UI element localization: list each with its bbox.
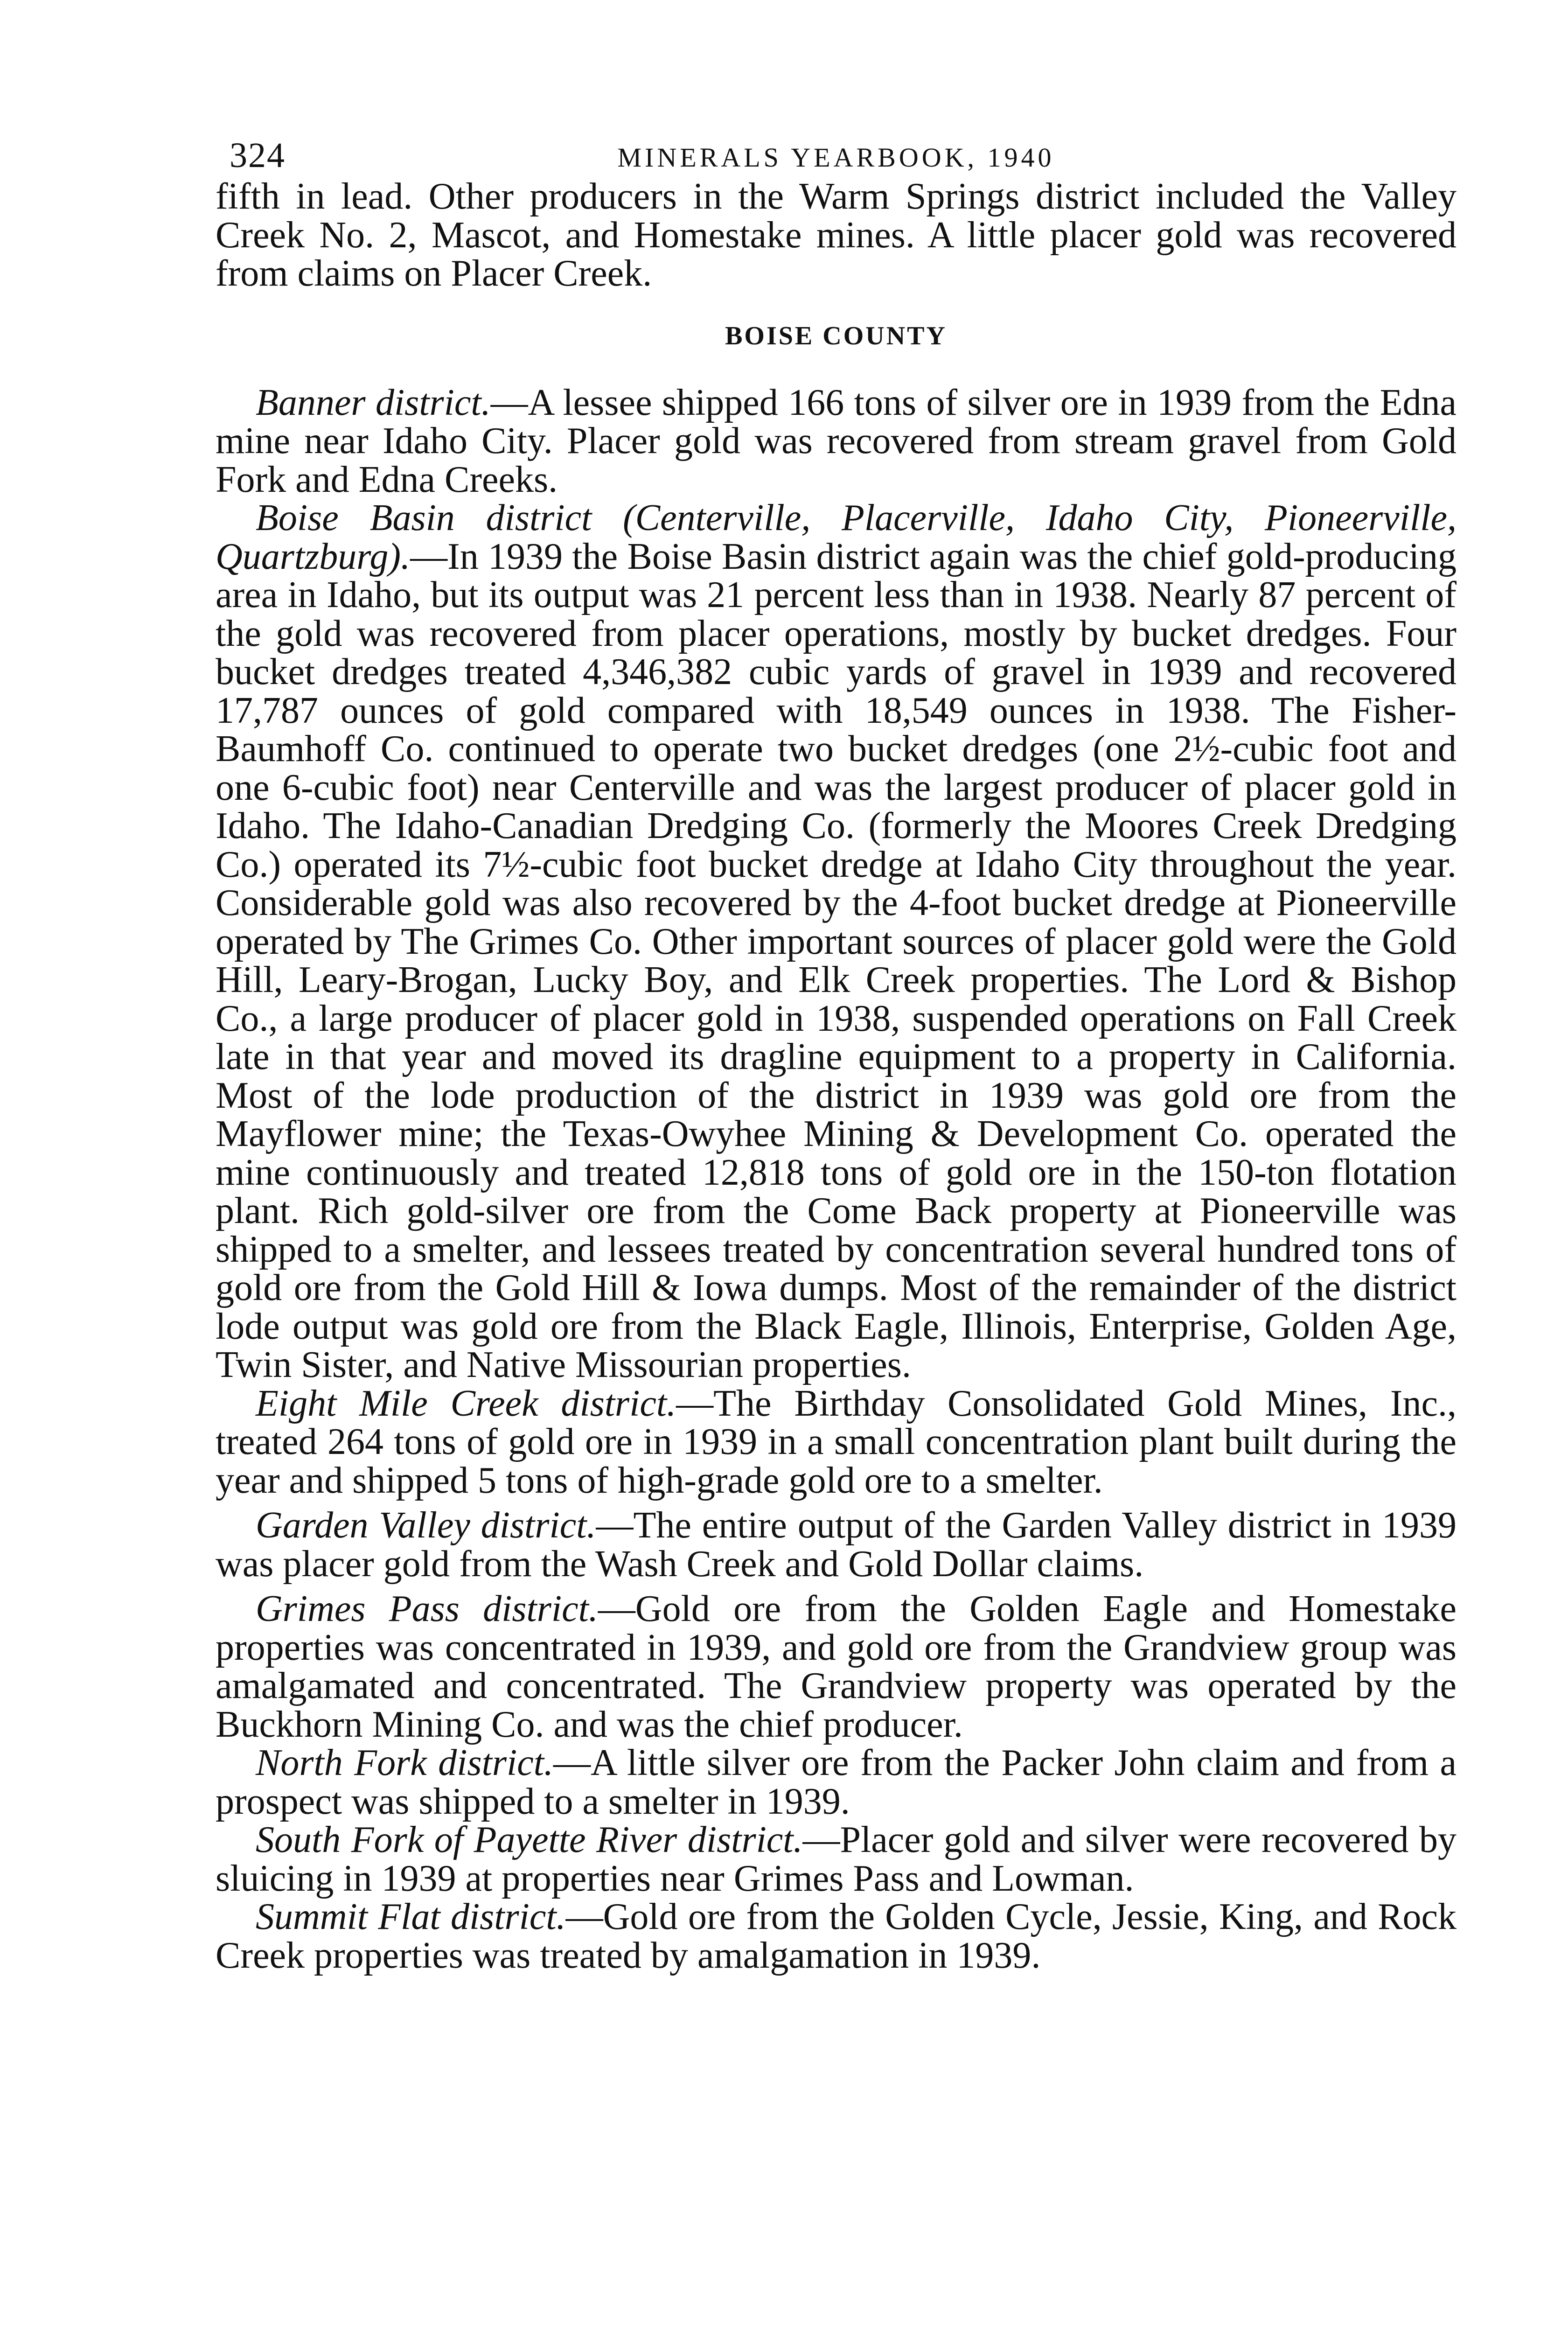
paragraph-boise-basin-district (216, 499, 1456, 1384)
running-title: MINERALS YEARBOOK, 1940 (617, 142, 1055, 173)
paragraph-text: —The Birthday Consolidated Gold Mines, Inc., treated 264 tons of gold ore in 1939 in a small concentration plant built during the year and shipped 5 tons of high-grade gold ore to a smelter. (216, 1383, 1456, 1501)
paragraph-text: —Placer gold and silver were recovered by sluicing in 1939 at properties near Grimes Pass and Lowman. (216, 1819, 1457, 1899)
paragraph-garden-valley-district (216, 1506, 1456, 1583)
section-heading: BOISE COUNTY (725, 321, 947, 350)
paragraph-north-fork-district (216, 1744, 1456, 1821)
paragraph-text: —Gold ore from the Golden Eagle and Homestake properties was concentrated in 1939, and gold ore from the Grandview group was amalgamated and concentrated. The Grandview property was operated by the Buckhorn Mining Co. and was the chief producer. (216, 1588, 1456, 1745)
district-name: Garden Valley district. (256, 1505, 596, 1546)
paragraph-eight-mile-creek-district (216, 1384, 1456, 1500)
page-number: 324 (230, 136, 286, 175)
paragraph-text: —In 1939 the Boise Basin district again was the chief gold-producing area in Idaho, but its output was 21 percent less than in 1938. Nearly 87 percent of the gold was recovered from placer operations, mostly by bucket dredges. Four bucket dredges treated 4,346,382 cubic yards of gravel in 1939 and recovered 17,787 ounces of gold compared with 18,549 ounces in 1938. The Fisher-Baumhoff Co. continued to operate two bucket dredges (one 2½-cubic foot and one 6-cubic foot) near Centerville and was the largest producer of placer gold in Idaho. The Idaho-Canadian Dredging Co. (formerly the Moores Creek Dredging Co.) operated its 7½-cubic foot bucket dredge at Idaho City throughout the year. Considerable gold was also recovered by the 4-foot bucket dredge at Pioneerville operated by The Grimes Co. Other important sources of placer gold were the Gold Hill, Leary-Brogan, Lucky Boy, and Elk Creek properties. The Lord & Bishop Co., a large producer of placer gold in 1938, suspended operations on Fall Creek late in that year and moved its dragline equipment to a property in California. Most of the lode production of the district in 1939 was gold ore from the Mayflower mine; the Texas-Owyhee Mining & Development Co. operated the mine continuously and treated 12,818 tons of gold ore in the 150-ton flotation plant. Rich gold-silver ore from the Come Back property at Pioneerville was shipped to a smelter, and lessees treated by concentration several hundred tons of gold ore from the Gold Hill & Iowa dumps. Most of the remainder of the district lode output was gold ore from the Black Eagle, Illinois, Enterprise, Golden Age, Twin Sister, and Native Missourian properties. (216, 536, 1456, 1385)
paragraph-text: —The entire output of the Garden Valley district in 1939 was placer gold from the Wash Creek and Gold Dollar claims. (216, 1505, 1456, 1585)
paragraph-south-fork-payette-district (216, 1821, 1456, 1898)
paragraph-text: —A lessee shipped 166 tons of silver ore in 1939 from the Edna mine near Idaho City. Placer gold was recovered from stream gravel from Gold Fork and Edna Creeks. (216, 382, 1457, 500)
district-name: North Fork district. (256, 1742, 553, 1783)
district-name: Summit Flat district. (256, 1896, 566, 1937)
district-name: South Fork of Payette River district. (256, 1819, 803, 1860)
paragraph-text: —Gold ore from the Golden Cycle, Jessie, King, and Rock Creek properties was treated by amalgamation in 1939. (216, 1896, 1457, 1976)
paragraph-banner-district (216, 384, 1456, 499)
district-name: Boise Basin district (Centerville, Placerville, Idaho City, Pioneerville, Quartzburg). (216, 497, 1456, 577)
paragraph-text: —A little silver ore from the Packer John claim and from a prospect was shipped to a smelter in 1939. (216, 1742, 1457, 1822)
body-text (216, 177, 1456, 1975)
running-head (216, 126, 1456, 177)
district-name: Eight Mile Creek district. (256, 1383, 676, 1424)
district-name: Grimes Pass district. (256, 1588, 598, 1629)
paragraph-summit-flat-district (216, 1898, 1456, 1975)
document-page (216, 126, 1456, 1975)
paragraph-grimes-pass-district (216, 1590, 1456, 1744)
district-name: Banner district. (256, 382, 491, 423)
intro-paragraph: fifth in lead. Other producers in the Warm Springs district included the Valley Creek No. 2, Mascot, and Homestake mines. A little placer gold was recovered from claims on Placer Creek. (216, 176, 1456, 294)
